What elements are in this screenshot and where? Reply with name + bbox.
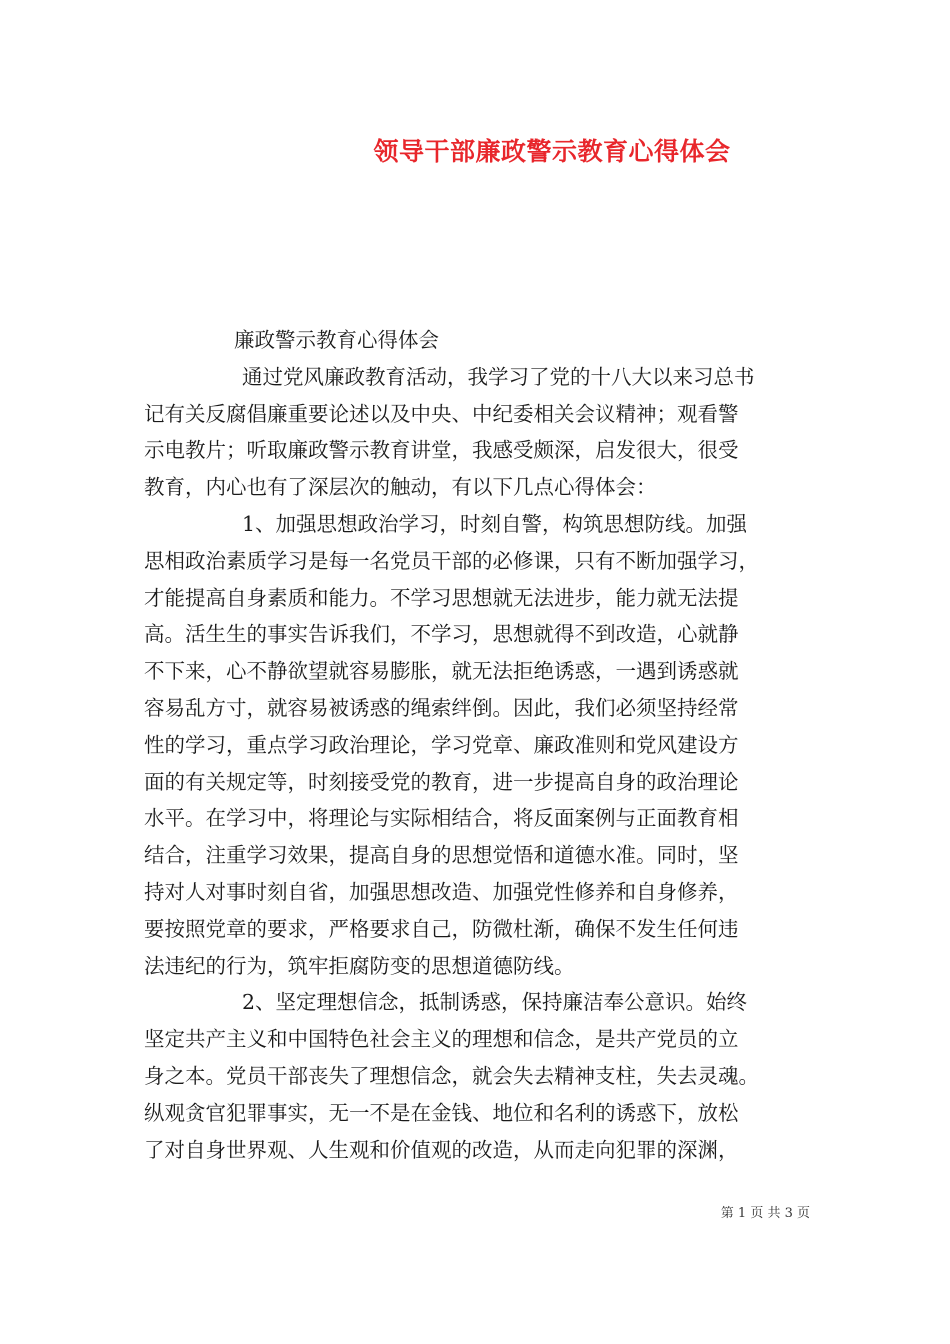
document-title: 领导干部廉政警示教育心得体会 <box>373 137 731 166</box>
text-line: 性的学习，重点学习政治理论，学习党章、廉政准则和党风建设方 <box>144 732 739 757</box>
document-body <box>144 322 804 1168</box>
text-line: 持对人对事时刻自省，加强思想改造、加强党性修养和自身修养， <box>144 879 739 904</box>
text-line: 了对自身世界观、人生观和价值观的改造，从而走向犯罪的深渊， <box>144 1137 739 1162</box>
text-line: 思相政治素质学习是每一名党员干部的必修课，只有不断加强学习， <box>144 548 759 573</box>
text-line: 1、加强思想政治学习，时刻自警，构筑思想防线。加强 <box>242 511 748 536</box>
text-line: 纵观贪官犯罪事实，无一不是在金钱、地位和名利的诱惑下，放松 <box>144 1100 739 1125</box>
text-line: 容易乱方寸，就容易被诱惑的绳索绊倒。因此，我们必须坚持经常 <box>144 695 739 720</box>
text-line: 通过党风廉政教育活动，我学习了党的十八大以来习总书 <box>242 364 755 389</box>
text-line: 要按照党章的要求，严格要求自己，防微杜渐，确保不发生任何违 <box>144 916 739 941</box>
text-line: 2、坚定理想信念，抵制诱惑，保持廉洁奉公意识。始终 <box>242 990 748 1015</box>
text-line: 高。活生生的事实告诉我们，不学习，思想就得不到改造，心就静 <box>144 622 739 647</box>
document-subtitle: 廉政警示教育心得体会 <box>234 328 439 352</box>
text-line: 水平。在学习中，将理论与实际相结合，将反面案例与正面教育相 <box>144 806 739 831</box>
text-line: 法违纪的行为，筑牢拒腐防变的思想道德防线。 <box>144 953 575 978</box>
text-line: 才能提高自身素质和能力。不学习思想就无法进步，能力就无法提 <box>144 585 739 610</box>
text-line: 不下来，心不静欲望就容易膨胀，就无法拒绝诱惑，一遇到诱惑就 <box>144 659 739 684</box>
page-number-footer: 第 1 页 共 3 页 <box>720 1206 810 1221</box>
text-line: 坚定共产主义和中国特色社会主义的理想和信念，是共产党员的立 <box>144 1027 739 1052</box>
text-line: 身之本。党员干部丧失了理想信念，就会失去精神支柱，失去灵魂。 <box>144 1063 759 1088</box>
text-line: 教育，内心也有了深层次的触动，有以下几点心得体会： <box>144 475 657 500</box>
text-line: 示电教片；听取廉政警示教育讲堂，我感受颇深，启发很大，很受 <box>144 438 739 463</box>
text-line: 记有关反腐倡廉重要论述以及中央、中纪委相关会议精神；观看警 <box>144 401 739 426</box>
text-line: 面的有关规定等，时刻接受党的教育，进一步提高自身的政治理论 <box>144 769 739 794</box>
text-line: 结合，注重学习效果，提高自身的思想觉悟和道德水准。同时，坚 <box>144 843 739 868</box>
